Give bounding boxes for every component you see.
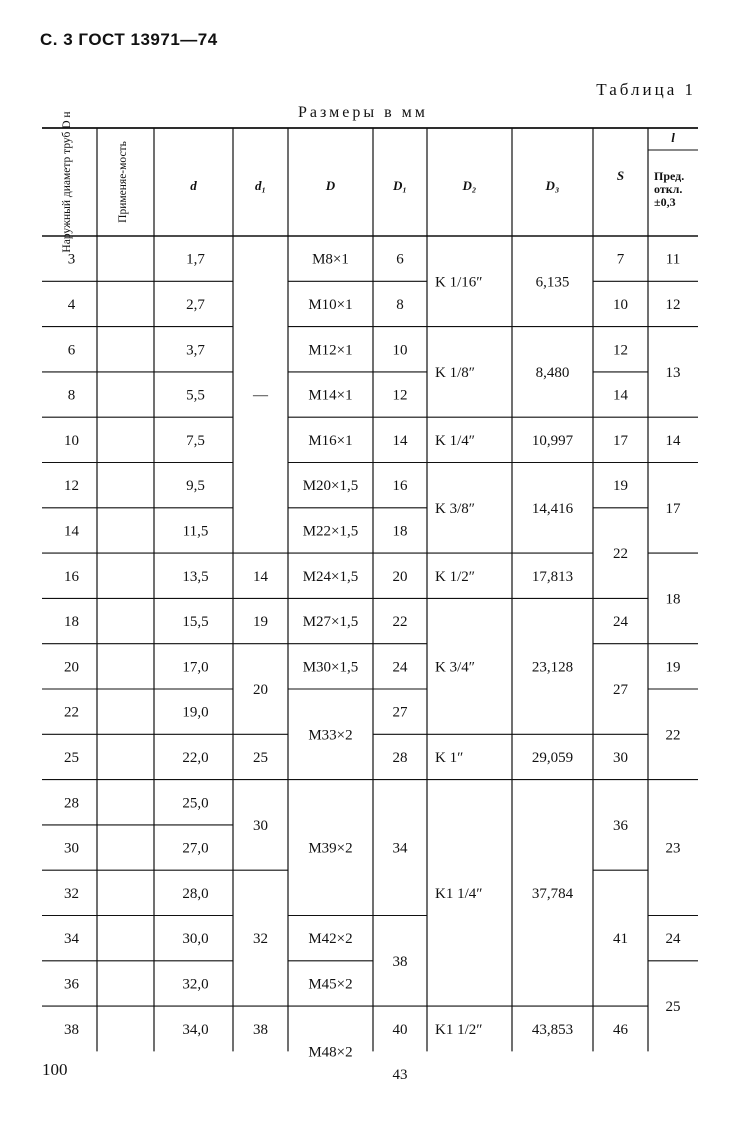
- D2-cell: K 3/8″: [435, 500, 475, 517]
- D2-cell: K 1/8″: [435, 364, 475, 381]
- D-thread-cell: M27×1,5: [302, 614, 359, 631]
- dn-cell: 16: [64, 568, 79, 585]
- dn-cell: 36: [64, 976, 79, 993]
- D-thread-cell: M24×1,5: [302, 568, 359, 585]
- dn-cell: 30: [64, 840, 79, 857]
- d-cell: 25,0: [182, 795, 209, 812]
- d-cell: 22,0: [182, 749, 209, 766]
- dn-cell: 3: [67, 251, 76, 268]
- D1-cell: 43: [392, 1067, 408, 1084]
- S-cell: 36: [613, 817, 628, 834]
- dn-cell: 4: [67, 296, 76, 313]
- d-cell: 3,7: [186, 342, 205, 359]
- d1-cell: 30: [253, 817, 268, 834]
- D1-cell: 20: [392, 568, 408, 585]
- D-thread-cell: M12×1: [308, 342, 353, 359]
- d1-cell: 25: [253, 749, 268, 766]
- D3-cell: 6,135: [535, 274, 570, 291]
- D1-cell: 14: [392, 432, 408, 449]
- header-D1: D₁: [393, 178, 407, 193]
- S-cell: 19: [613, 478, 628, 495]
- dn-cell: 14: [64, 523, 79, 540]
- dn-cell: 8: [67, 387, 76, 404]
- d-cell: 7,5: [186, 432, 205, 449]
- S-cell: 10: [613, 296, 628, 313]
- D1-cell: 38: [392, 953, 408, 970]
- d-cell: 17,0: [182, 659, 209, 676]
- l-cell: 17: [665, 500, 681, 517]
- d-cell: 9,5: [186, 478, 205, 495]
- l-cell: 25: [665, 999, 681, 1016]
- l-cell: 11: [665, 251, 681, 268]
- d-cell: 15,5: [182, 614, 209, 631]
- D3-cell: 23,128: [531, 659, 574, 676]
- D3-cell: 8,480: [535, 364, 570, 381]
- l-cell: 14: [665, 432, 681, 449]
- d-cell: 19,0: [182, 704, 209, 721]
- d-cell: 11,5: [182, 523, 209, 540]
- l-cell: 18: [665, 591, 681, 608]
- D1-cell: 34: [392, 840, 408, 857]
- D2-cell: K1 1/4″: [435, 885, 483, 902]
- D1-cell: 24: [392, 659, 408, 676]
- D3-cell: 10,997: [531, 432, 574, 449]
- D1-cell: 10: [392, 342, 408, 359]
- table-units: Размеры в мм: [298, 104, 428, 121]
- d-cell: 1,7: [186, 251, 205, 268]
- S-cell: 7: [616, 251, 625, 268]
- D-thread-cell: M22×1,5: [302, 523, 359, 540]
- dn-cell: 25: [64, 749, 79, 766]
- D1-cell: 16: [392, 478, 408, 495]
- S-cell: 12: [613, 342, 628, 359]
- dn-cell: 20: [64, 659, 79, 676]
- dn-cell: 10: [64, 432, 79, 449]
- dn-cell: 28: [64, 795, 79, 812]
- l-cell: 19: [665, 659, 681, 676]
- d1-cell: 19: [253, 614, 268, 631]
- D1-cell: 8: [396, 296, 404, 313]
- table-title: Таблица 1: [596, 80, 696, 99]
- d1-cell: 38: [253, 1021, 268, 1038]
- d-cell: 28,0: [182, 885, 209, 902]
- S-cell: 22: [613, 546, 628, 563]
- D-thread-cell: M42×2: [308, 931, 353, 948]
- D1-cell: 18: [392, 523, 408, 540]
- S-cell: 41: [613, 931, 628, 948]
- d-cell: 30,0: [182, 931, 209, 948]
- S-cell: 27: [613, 682, 628, 698]
- dn-cell: 6: [67, 342, 76, 359]
- dn-cell: 32: [64, 885, 79, 902]
- D2-cell: K 1/4″: [435, 432, 475, 449]
- header-D3: D₃: [545, 178, 560, 193]
- D-thread-cell: M45×2: [308, 976, 353, 993]
- d-cell: 34,0: [182, 1021, 209, 1038]
- d-cell: 13,5: [182, 568, 209, 585]
- D1-cell: 40: [392, 1021, 408, 1038]
- header-d: d: [190, 178, 197, 193]
- D-thread-cell: M20×1,5: [302, 478, 359, 495]
- d-cell: 27,0: [182, 840, 209, 857]
- header-S: S: [616, 168, 625, 183]
- d1-cell: 14: [253, 568, 268, 585]
- dn-cell: 12: [64, 478, 79, 495]
- l-cell: 24: [665, 931, 681, 948]
- l-cell: 22: [665, 727, 681, 744]
- S-cell: 30: [613, 749, 628, 766]
- S-cell: 46: [613, 1021, 628, 1038]
- dn-cell: 38: [64, 1021, 79, 1038]
- D3-cell: 14,416: [531, 500, 574, 517]
- header-l: l: [671, 130, 675, 145]
- D3-cell: 17,813: [531, 568, 574, 585]
- l-cell: 12: [665, 296, 681, 313]
- D1-cell: 6: [396, 251, 404, 268]
- header-applicability: Применяе-мость: [117, 141, 129, 223]
- D1-cell: 22: [392, 614, 408, 631]
- l-cell: 23: [665, 840, 681, 857]
- dn-cell: 34: [64, 931, 79, 948]
- d-cell: 32,0: [182, 976, 209, 993]
- D-thread-cell: M39×2: [308, 840, 353, 857]
- d-cell: 5,5: [186, 387, 205, 404]
- l-cell: 13: [665, 364, 681, 381]
- d1-cell: —: [253, 387, 268, 404]
- dn-cell: 22: [64, 704, 79, 721]
- D-thread-cell: M30×1,5: [302, 659, 359, 676]
- page-header: С. 3 ГОСТ 13971—74: [40, 30, 218, 49]
- header-D2: D₂: [462, 178, 477, 193]
- D2-cell: K1 1/2″: [435, 1021, 483, 1038]
- D1-cell: 28: [392, 749, 408, 766]
- S-cell: 24: [613, 614, 628, 631]
- D-thread-cell: M8×1: [312, 251, 349, 268]
- d1-cell: 20: [253, 682, 268, 698]
- header-d1: d₁: [254, 178, 267, 193]
- dn-cell: 18: [64, 614, 79, 631]
- D2-cell: K 1/2″: [435, 568, 475, 585]
- D2-cell: K 3/4″: [435, 659, 475, 676]
- D2-cell: K 1/16″: [435, 274, 483, 291]
- D1-cell: 12: [392, 387, 408, 404]
- D-thread-cell: M14×1: [308, 387, 353, 404]
- D3-cell: 37,784: [531, 885, 574, 902]
- D3-cell: 43,853: [531, 1021, 574, 1038]
- D2-cell: K 1″: [435, 749, 464, 766]
- page-number: 100: [42, 1060, 68, 1079]
- header-l-tolerance: Пред. откл. ±0,3: [654, 169, 685, 209]
- D-thread-cell: M10×1: [308, 296, 353, 313]
- S-cell: 17: [613, 432, 628, 449]
- D1-cell: 27: [392, 704, 408, 721]
- D-thread-cell: M16×1: [308, 432, 353, 449]
- d-cell: 2,7: [186, 296, 205, 313]
- D3-cell: 29,059: [531, 749, 574, 766]
- D-thread-cell: M48×2: [308, 1044, 353, 1061]
- header-outer-diameter: Наружный диаметр труб D н: [61, 111, 73, 253]
- header-D: D: [325, 178, 336, 193]
- S-cell: 14: [613, 387, 628, 404]
- D-thread-cell: M33×2: [308, 727, 353, 744]
- d1-cell: 32: [253, 931, 268, 948]
